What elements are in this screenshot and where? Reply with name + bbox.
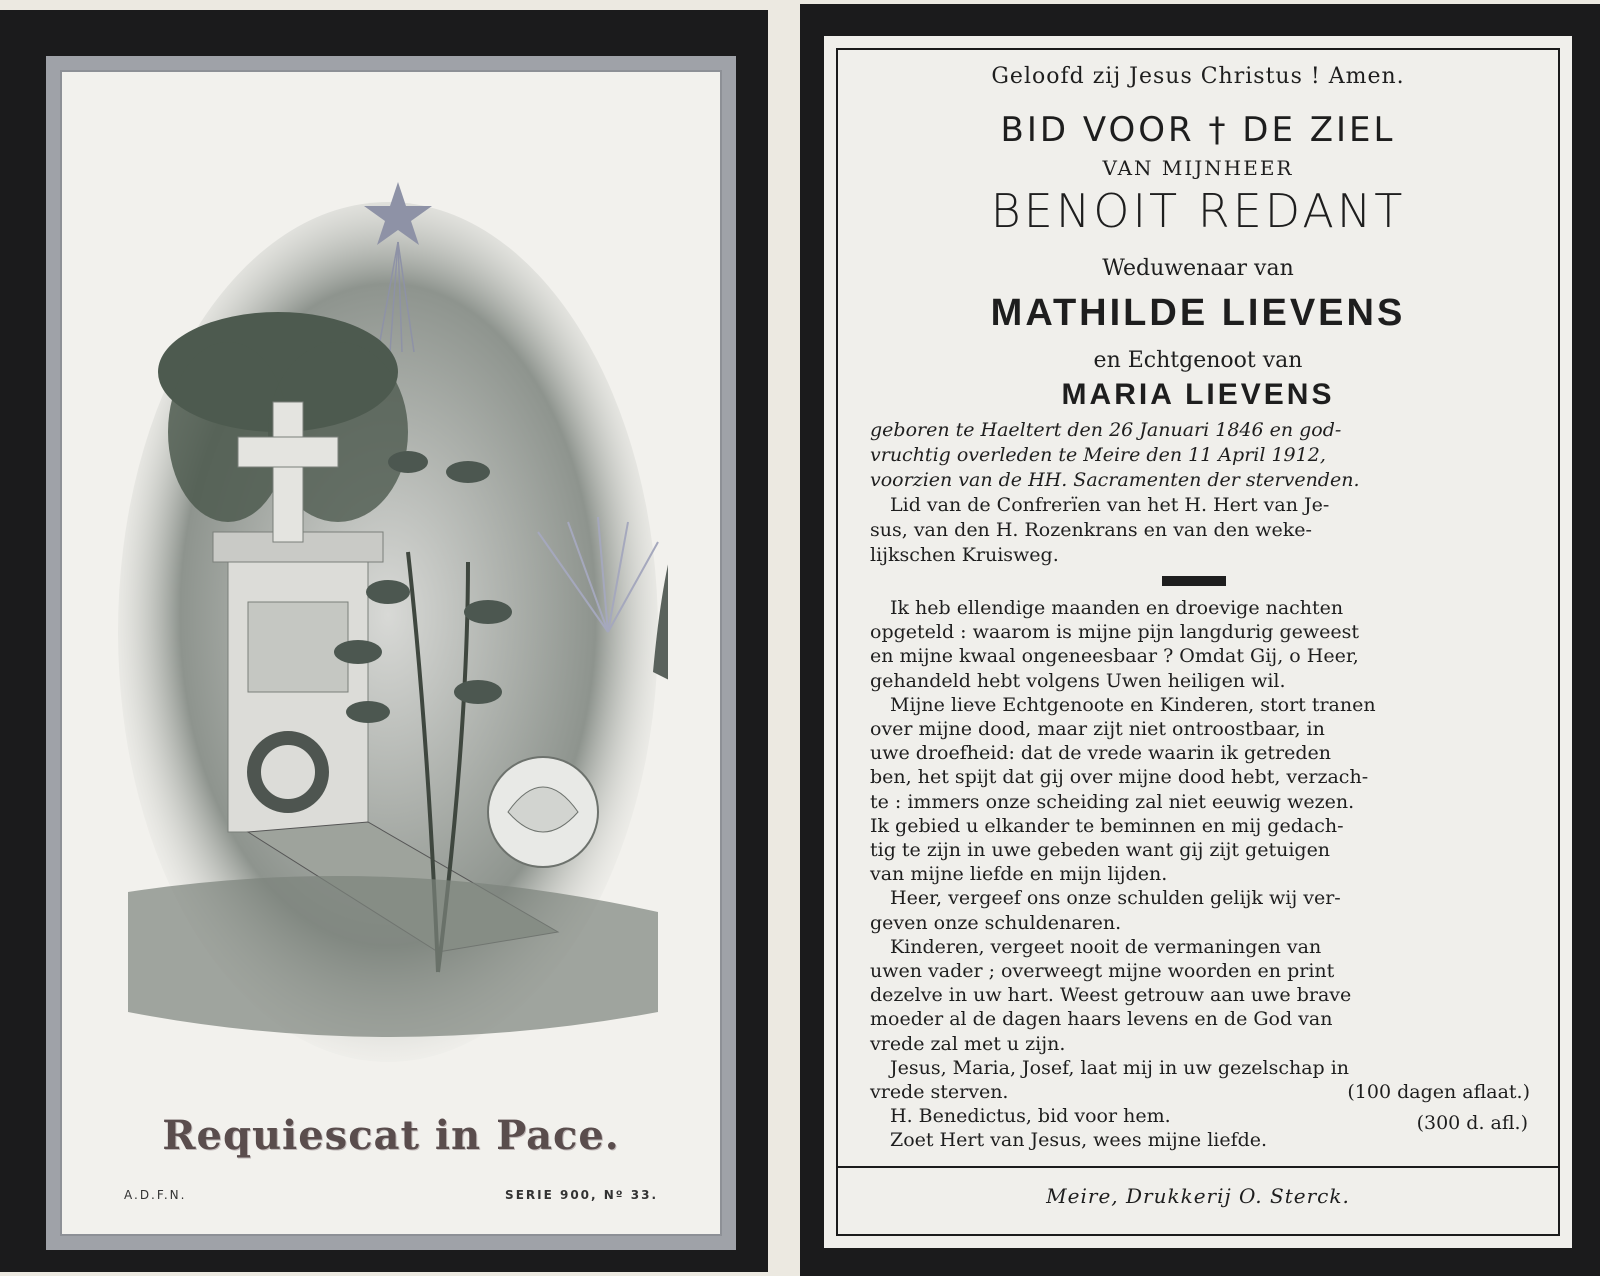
card-frame xyxy=(46,56,736,1250)
header-prayer: Geloofd zij Jesus Christus ! Amen. xyxy=(991,64,1405,89)
prayer-line: Jesus, Maria, Josef, laat mij in uw gezelschap in xyxy=(890,1056,1350,1079)
confrerie-line: sus, van den H. Rozenkrans en van den weke- xyxy=(870,519,1312,541)
prayer-line: geven onze schuldenaren. xyxy=(870,911,1122,934)
publisher-mark: A.D.F.N. xyxy=(124,1188,187,1202)
prayer-line: opgeteld : waarom is mijne pijn langdurig geweest xyxy=(870,621,1359,644)
deceased-name: BENOIT REDANT xyxy=(990,184,1406,238)
printer-credit: Meire, Drukkerij O. Sterck. xyxy=(1046,1184,1350,1208)
prayer-line: dezelve in uw hart. Weest getrouw aan uwe brave xyxy=(870,984,1352,1007)
prayer-line: te : immers onze scheiding zal niet eeuwig wezen. xyxy=(870,790,1355,813)
prayer-line: Heer, vergeef ons onze schulden gelijk wij ver- xyxy=(890,887,1341,910)
van-mijnheer-line: VAN MIJNHEER xyxy=(1102,156,1294,180)
serie-number: SERIE 900, Nº 33. xyxy=(505,1188,658,1202)
zoet-hert-line: Zoet Hert van Jesus, wees mijne liefde. xyxy=(890,1129,1268,1152)
first-wife-name: MATHILDE LIEVENS xyxy=(990,292,1406,334)
requiescat-caption: Requiescat in Pace. xyxy=(162,1112,620,1159)
card-text-panel xyxy=(824,36,1572,1248)
confrerie-line: lijkschen Kruisweg. xyxy=(870,544,1059,566)
prayer-line: moeder al de dagen haars levens en de God van xyxy=(870,1008,1333,1031)
vrede-sterven: vrede sterven. xyxy=(870,1081,1009,1104)
widower-line: Weduwenaar van xyxy=(1102,256,1294,281)
prayer-line: Mijne lieve Echtgenoote en Kinderen, stort tranen xyxy=(890,693,1376,716)
memorial-card-back xyxy=(800,4,1600,1276)
grave-illustration xyxy=(108,132,668,1092)
second-wife-name: MARIA LIEVENS xyxy=(1061,378,1335,411)
benedictus-line: H. Benedictus, bid voor hem. xyxy=(890,1105,1171,1128)
bid-voor-line: BID VOOR † DE ZIEL xyxy=(1000,110,1396,150)
indulgence-300: (300 d. afl.) xyxy=(1416,1112,1528,1134)
prayer-line: uwen vader ; overweegt mijne woorden en print xyxy=(870,960,1335,983)
prayer-line: Ik gebied u elkander te beminnen en mij gedach- xyxy=(870,814,1344,837)
prayer-line: en mijne kwaal ongeneesbaar ? Omdat Gij, o Heer, xyxy=(870,645,1359,668)
prayer-line: van mijne liefde en mijn lijden. xyxy=(870,863,1168,886)
prayer-line: vrede zal met u zijn. xyxy=(870,1032,1066,1055)
prayer-block xyxy=(870,596,1530,1153)
card-inner xyxy=(60,70,722,1236)
printer-divider xyxy=(836,1166,1560,1168)
bio-line: vruchtig overleden te Meire den 11 April 1912, xyxy=(870,444,1326,466)
spouse-line: en Echtgenoot van xyxy=(1093,348,1303,373)
section-divider xyxy=(1162,576,1226,586)
prayer-line: uwe droefheid: dat de vrede waarin ik getreden xyxy=(870,742,1332,765)
prayer-line: Kinderen, vergeet nooit de vermaningen van xyxy=(890,935,1322,958)
prayer-line: over mijne dood, maar zijt niet ontroostbaar, in xyxy=(870,718,1325,741)
prayer-line: gehandeld hebt volgens Uwen heiligen wil. xyxy=(870,669,1286,692)
prayer-line: ben, het spijt dat gij over mijne dood hebt, verzach- xyxy=(870,766,1369,789)
rose-illustration xyxy=(488,757,598,867)
bio-line: voorzien van de HH. Sacramenten der stervenden. xyxy=(870,469,1360,491)
biography-block xyxy=(870,418,1530,568)
prayer-line: tig te zijn in uwe gebeden want gij zijt getuigen xyxy=(870,839,1331,862)
prayer-closing-row xyxy=(870,1080,1530,1104)
confrerie-line: Lid van de Confrerïen van het H. Hert van Je- xyxy=(890,494,1330,516)
memorial-card-front xyxy=(0,10,768,1272)
indulgence-100: (100 dagen aflaat.) xyxy=(1347,1081,1530,1104)
prayer-line: Ik heb ellendige maanden en droevige nachten xyxy=(890,597,1344,619)
bio-line: geboren te Haeltert den 26 Januari 1846 en god- xyxy=(870,419,1342,441)
